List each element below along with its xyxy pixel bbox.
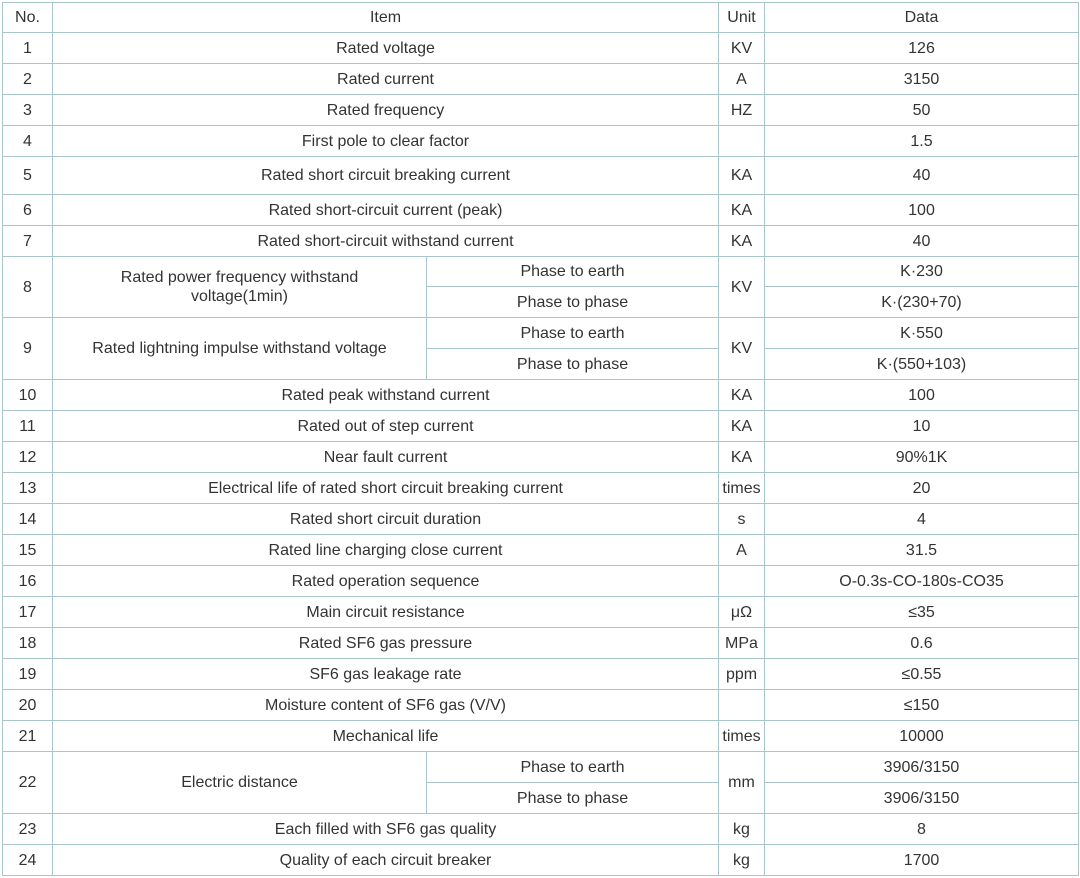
table-row <box>3 814 1079 845</box>
item-name: Electric distance <box>53 752 427 814</box>
sub-item-label: Phase to earth <box>427 752 719 783</box>
data-value: 3906/3150 <box>765 783 1079 814</box>
table-row <box>3 659 1079 690</box>
data-value: 40 <box>765 226 1079 257</box>
table-row <box>3 64 1079 95</box>
table-row <box>3 690 1079 721</box>
data-value: ≤150 <box>765 690 1079 721</box>
row-number: 15 <box>3 535 53 566</box>
unit: KV <box>719 257 765 318</box>
data-value: K·550 <box>765 318 1079 349</box>
table-row <box>3 195 1079 226</box>
sub-item-label: Phase to phase <box>427 287 719 318</box>
unit: μΩ <box>719 597 765 628</box>
unit <box>719 126 765 157</box>
item-name: Moisture content of SF6 gas (V/V) <box>53 690 719 721</box>
row-number: 17 <box>3 597 53 628</box>
item-name: Rated short-circuit withstand current <box>53 226 719 257</box>
header-row <box>3 3 1079 33</box>
row-number: 7 <box>3 226 53 257</box>
data-value: 4 <box>765 504 1079 535</box>
table-row <box>3 33 1079 64</box>
header-data: Data <box>765 3 1079 33</box>
row-number: 1 <box>3 33 53 64</box>
row-number: 2 <box>3 64 53 95</box>
unit: ppm <box>719 659 765 690</box>
row-number: 23 <box>3 814 53 845</box>
item-name: First pole to clear factor <box>53 126 719 157</box>
table-row <box>3 752 1079 783</box>
row-number: 16 <box>3 566 53 597</box>
row-number: 10 <box>3 380 53 411</box>
row-number: 20 <box>3 690 53 721</box>
item-name: Rated voltage <box>53 33 719 64</box>
row-number: 18 <box>3 628 53 659</box>
table-row <box>3 226 1079 257</box>
table-row <box>3 411 1079 442</box>
row-number: 22 <box>3 752 53 814</box>
unit: MPa <box>719 628 765 659</box>
data-value: 20 <box>765 473 1079 504</box>
row-number: 19 <box>3 659 53 690</box>
item-name: Main circuit resistance <box>53 597 719 628</box>
data-value: 8 <box>765 814 1079 845</box>
row-number: 8 <box>3 257 53 318</box>
item-name: Rated operation sequence <box>53 566 719 597</box>
data-value: K·(230+70) <box>765 287 1079 318</box>
unit: HZ <box>719 95 765 126</box>
item-name: SF6 gas leakage rate <box>53 659 719 690</box>
spec-table-body <box>3 3 1079 876</box>
table-row <box>3 845 1079 876</box>
row-number: 4 <box>3 126 53 157</box>
data-value: ≤35 <box>765 597 1079 628</box>
unit <box>719 690 765 721</box>
data-value: K·230 <box>765 257 1079 287</box>
data-value: 100 <box>765 380 1079 411</box>
data-value: 3150 <box>765 64 1079 95</box>
data-value: K·(550+103) <box>765 349 1079 380</box>
unit: times <box>719 721 765 752</box>
unit <box>719 566 765 597</box>
row-number: 21 <box>3 721 53 752</box>
unit: KA <box>719 226 765 257</box>
sub-item-label: Phase to earth <box>427 257 719 287</box>
item-name: Rated peak withstand current <box>53 380 719 411</box>
unit: A <box>719 64 765 95</box>
sub-item-label: Phase to phase <box>427 783 719 814</box>
item-name: Rated short circuit duration <box>53 504 719 535</box>
data-value: 126 <box>765 33 1079 64</box>
item-name: Rated lightning impulse withstand voltage <box>53 318 427 380</box>
row-number: 14 <box>3 504 53 535</box>
unit: KA <box>719 157 765 195</box>
table-row <box>3 95 1079 126</box>
item-name: Rated frequency <box>53 95 719 126</box>
table-row <box>3 380 1079 411</box>
row-number: 5 <box>3 157 53 195</box>
unit: kg <box>719 845 765 876</box>
table-row <box>3 597 1079 628</box>
row-number: 11 <box>3 411 53 442</box>
sub-item-label: Phase to earth <box>427 318 719 349</box>
item-name: Rated line charging close current <box>53 535 719 566</box>
item-name: Rated power frequency withstand voltage(1min) <box>53 257 427 318</box>
table-row <box>3 504 1079 535</box>
table-row <box>3 157 1079 195</box>
table-row <box>3 257 1079 287</box>
spec-table <box>2 2 1079 876</box>
unit: mm <box>719 752 765 814</box>
row-number: 6 <box>3 195 53 226</box>
item-name: Rated short circuit breaking current <box>53 157 719 195</box>
item-name: Rated current <box>53 64 719 95</box>
data-value: 10000 <box>765 721 1079 752</box>
header-no: No. <box>3 3 53 33</box>
item-name: Quality of each circuit breaker <box>53 845 719 876</box>
data-value: 40 <box>765 157 1079 195</box>
row-number: 24 <box>3 845 53 876</box>
data-value: 100 <box>765 195 1079 226</box>
header-item: Item <box>53 3 719 33</box>
unit: kg <box>719 814 765 845</box>
data-value: 31.5 <box>765 535 1079 566</box>
table-row <box>3 318 1079 349</box>
unit: A <box>719 535 765 566</box>
item-name: Mechanical life <box>53 721 719 752</box>
unit: KV <box>719 33 765 64</box>
table-row <box>3 535 1079 566</box>
unit: KA <box>719 411 765 442</box>
table-row <box>3 126 1079 157</box>
table-row <box>3 473 1079 504</box>
data-value: 1700 <box>765 845 1079 876</box>
unit: KA <box>719 195 765 226</box>
header-unit: Unit <box>719 3 765 33</box>
row-number: 3 <box>3 95 53 126</box>
unit: s <box>719 504 765 535</box>
item-name: Electrical life of rated short circuit breaking current <box>53 473 719 504</box>
data-value: 1.5 <box>765 126 1079 157</box>
table-row <box>3 566 1079 597</box>
row-number: 13 <box>3 473 53 504</box>
data-value: O-0.3s-CO-180s-CO35 <box>765 566 1079 597</box>
data-value: 50 <box>765 95 1079 126</box>
row-number: 12 <box>3 442 53 473</box>
table-row <box>3 721 1079 752</box>
unit: times <box>719 473 765 504</box>
unit: KA <box>719 380 765 411</box>
item-name: Each filled with SF6 gas quality <box>53 814 719 845</box>
table-row <box>3 628 1079 659</box>
unit: KV <box>719 318 765 380</box>
unit: KA <box>719 442 765 473</box>
item-name: Rated SF6 gas pressure <box>53 628 719 659</box>
item-name: Rated short-circuit current (peak) <box>53 195 719 226</box>
data-value: ≤0.55 <box>765 659 1079 690</box>
table-row <box>3 442 1079 473</box>
data-value: 10 <box>765 411 1079 442</box>
data-value: 0.6 <box>765 628 1079 659</box>
sub-item-label: Phase to phase <box>427 349 719 380</box>
row-number: 9 <box>3 318 53 380</box>
data-value: 3906/3150 <box>765 752 1079 783</box>
item-name: Rated out of step current <box>53 411 719 442</box>
item-name: Near fault current <box>53 442 719 473</box>
data-value: 90%1K <box>765 442 1079 473</box>
